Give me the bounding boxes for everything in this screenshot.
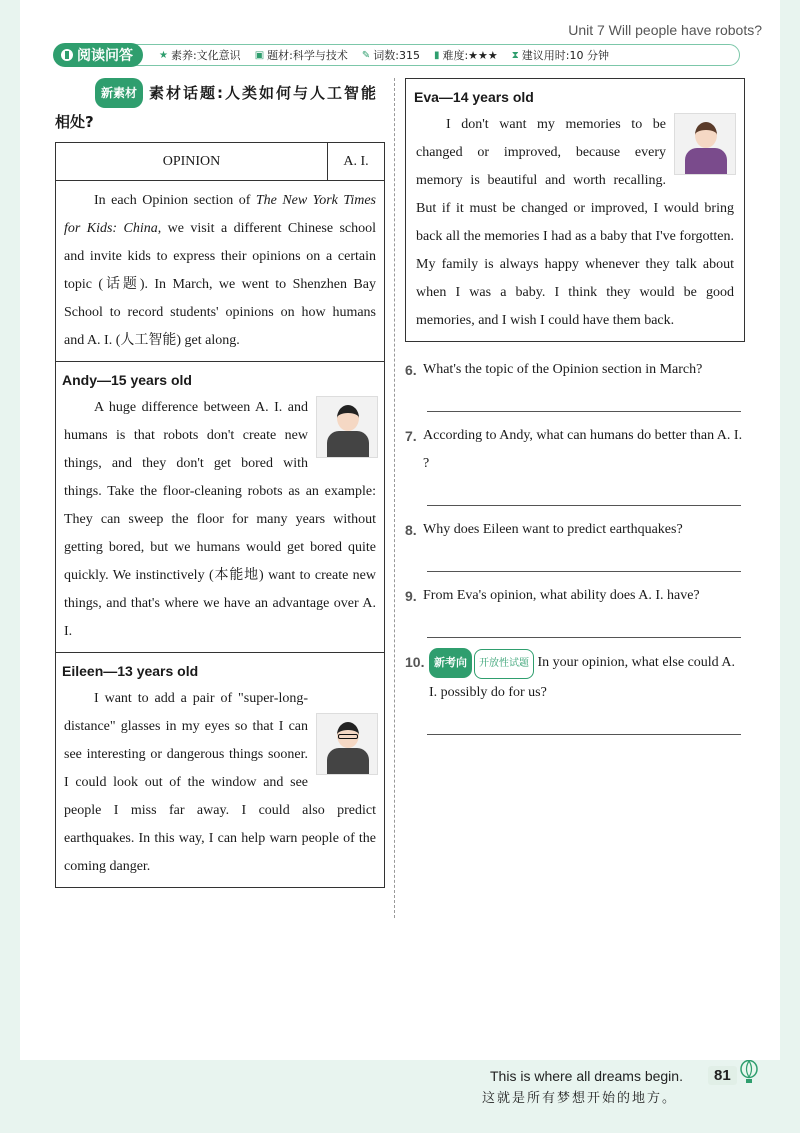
book-icon (61, 49, 73, 61)
intro-text: , we visit a different Chinese school and invite kids to express their opinions on a certain topic (话题). In March, we went to Shenzhen Bay School to record students' opinions on how humans and A. I. (人工智能) get along. (64, 221, 376, 348)
hourglass-icon: ⧗ (511, 49, 519, 61)
andy-portrait (316, 396, 378, 458)
pen-icon: ✎ (361, 49, 371, 61)
balloon-icon (740, 1060, 758, 1084)
page-number: 81 (708, 1066, 737, 1085)
question-8 (405, 516, 745, 572)
eileen-text: I want to add a pair of "super-long-distance" glasses in my eyes so that I can see interesting or dangerous things sooner. I could look out of the window and see people I miss far away. I could also predict earthquakes. In this way, I can help warn people of the coming danger. (64, 691, 376, 874)
header-bar (54, 44, 740, 66)
opinion-header (56, 143, 384, 181)
question-text: In your opinion, what else could A. I. possibly do for us? (429, 655, 736, 700)
eileen-portrait (316, 713, 378, 775)
left-column (55, 78, 385, 888)
question-9 (405, 582, 745, 638)
question-6 (405, 356, 745, 412)
header-items (159, 47, 609, 63)
new-exam-badge: 新考向 (429, 648, 472, 678)
header-item-wordcount (362, 47, 420, 63)
question-text: What's the topic of the Opinion section in March? (423, 362, 703, 377)
header-item-label: 难度:★★★ (442, 49, 498, 62)
header-item-theme (255, 47, 348, 63)
answer-line[interactable] (427, 713, 741, 735)
open-question-badge: 开放性试题 (474, 649, 534, 679)
answer-line[interactable] (427, 616, 741, 638)
eileen-name: Eileen—13 years old (62, 663, 199, 679)
question-number: 6. (405, 362, 417, 378)
column-divider (394, 78, 395, 918)
footer-slogan-en: This is where all dreams begin. (490, 1068, 683, 1084)
question-number: 7. (405, 428, 417, 444)
eileen-section (56, 652, 384, 887)
tag-icon: ▣ (254, 49, 265, 61)
andy-text: A huge difference between A. I. and humans is that robots don't create new things, and they don't get bored with things. Take the floor-cleaning robots as an example: They can sweep the floor for many years without getting bored, but we humans would get bored quite quickly. We instinctively (本能地) want to create new things, and that's where we have an advantage over A. I. (64, 400, 376, 639)
intro-text: In each Opinion section of (94, 193, 256, 208)
andy-section (56, 361, 384, 652)
unit-title: Unit 7 Will people have robots? (568, 22, 762, 38)
question-text: According to Andy, what can humans do better than A. I. ? (423, 428, 743, 471)
header-item-label: 素养:文化意识 (170, 49, 241, 62)
opinion-tag: A. I. (343, 153, 369, 169)
right-column (405, 78, 745, 745)
question-text: Why does Eileen want to predict earthquakes? (423, 522, 683, 537)
answer-line[interactable] (427, 390, 741, 412)
questions-list (405, 356, 745, 735)
question-number: 8. (405, 522, 417, 538)
andy-name: Andy—15 years old (62, 372, 192, 388)
topic-line1: 素材话题:人类如何与人工智能 (149, 84, 379, 102)
header-item-label: 建议用时:10 分钟 (521, 49, 609, 62)
bars-icon: ▮ (433, 49, 440, 61)
header-item-difficulty (434, 47, 498, 63)
newspaper-name: The New York Times for Kids: China (64, 193, 376, 236)
eva-text: I don't want my memories to be changed or improved, because every memory is beautiful and worth recalling. But if it must be changed or improved, I would bring back all the memories I had as a baby that I've forgotten. My family is always happy whenever they talk about when I was a baby. I think they would be good memories, and I wish I could have them back. (416, 117, 734, 328)
footer-slogan-cn: 这就是所有梦想开始的地方。 (482, 1091, 678, 1106)
opinion-title: OPINION (56, 143, 328, 180)
header-item-literacy (159, 47, 241, 63)
question-number: 9. (405, 588, 417, 604)
question-7 (405, 422, 745, 506)
header-item-label: 题材:科学与技术 (267, 49, 348, 62)
answer-line[interactable] (427, 484, 741, 506)
section-badge (53, 43, 143, 67)
topic-line2: 相处? (55, 113, 94, 131)
star-icon: ★ (159, 49, 168, 61)
header-item-label: 词数:315 (373, 49, 420, 62)
question-10 (405, 648, 745, 735)
article-box (55, 142, 385, 888)
question-text: From Eva's opinion, what ability does A. I. have? (423, 588, 700, 603)
section-label: 阅读问答 (77, 48, 133, 64)
new-material-badge: 新素材 (95, 78, 143, 108)
topic-heading (55, 78, 385, 136)
opinion-intro (56, 181, 384, 361)
eva-portrait (674, 113, 736, 175)
question-number: 10. (405, 654, 425, 670)
eva-section (405, 78, 745, 342)
answer-line[interactable] (427, 550, 741, 572)
header-item-time (512, 47, 609, 63)
eva-name: Eva—14 years old (414, 89, 534, 105)
